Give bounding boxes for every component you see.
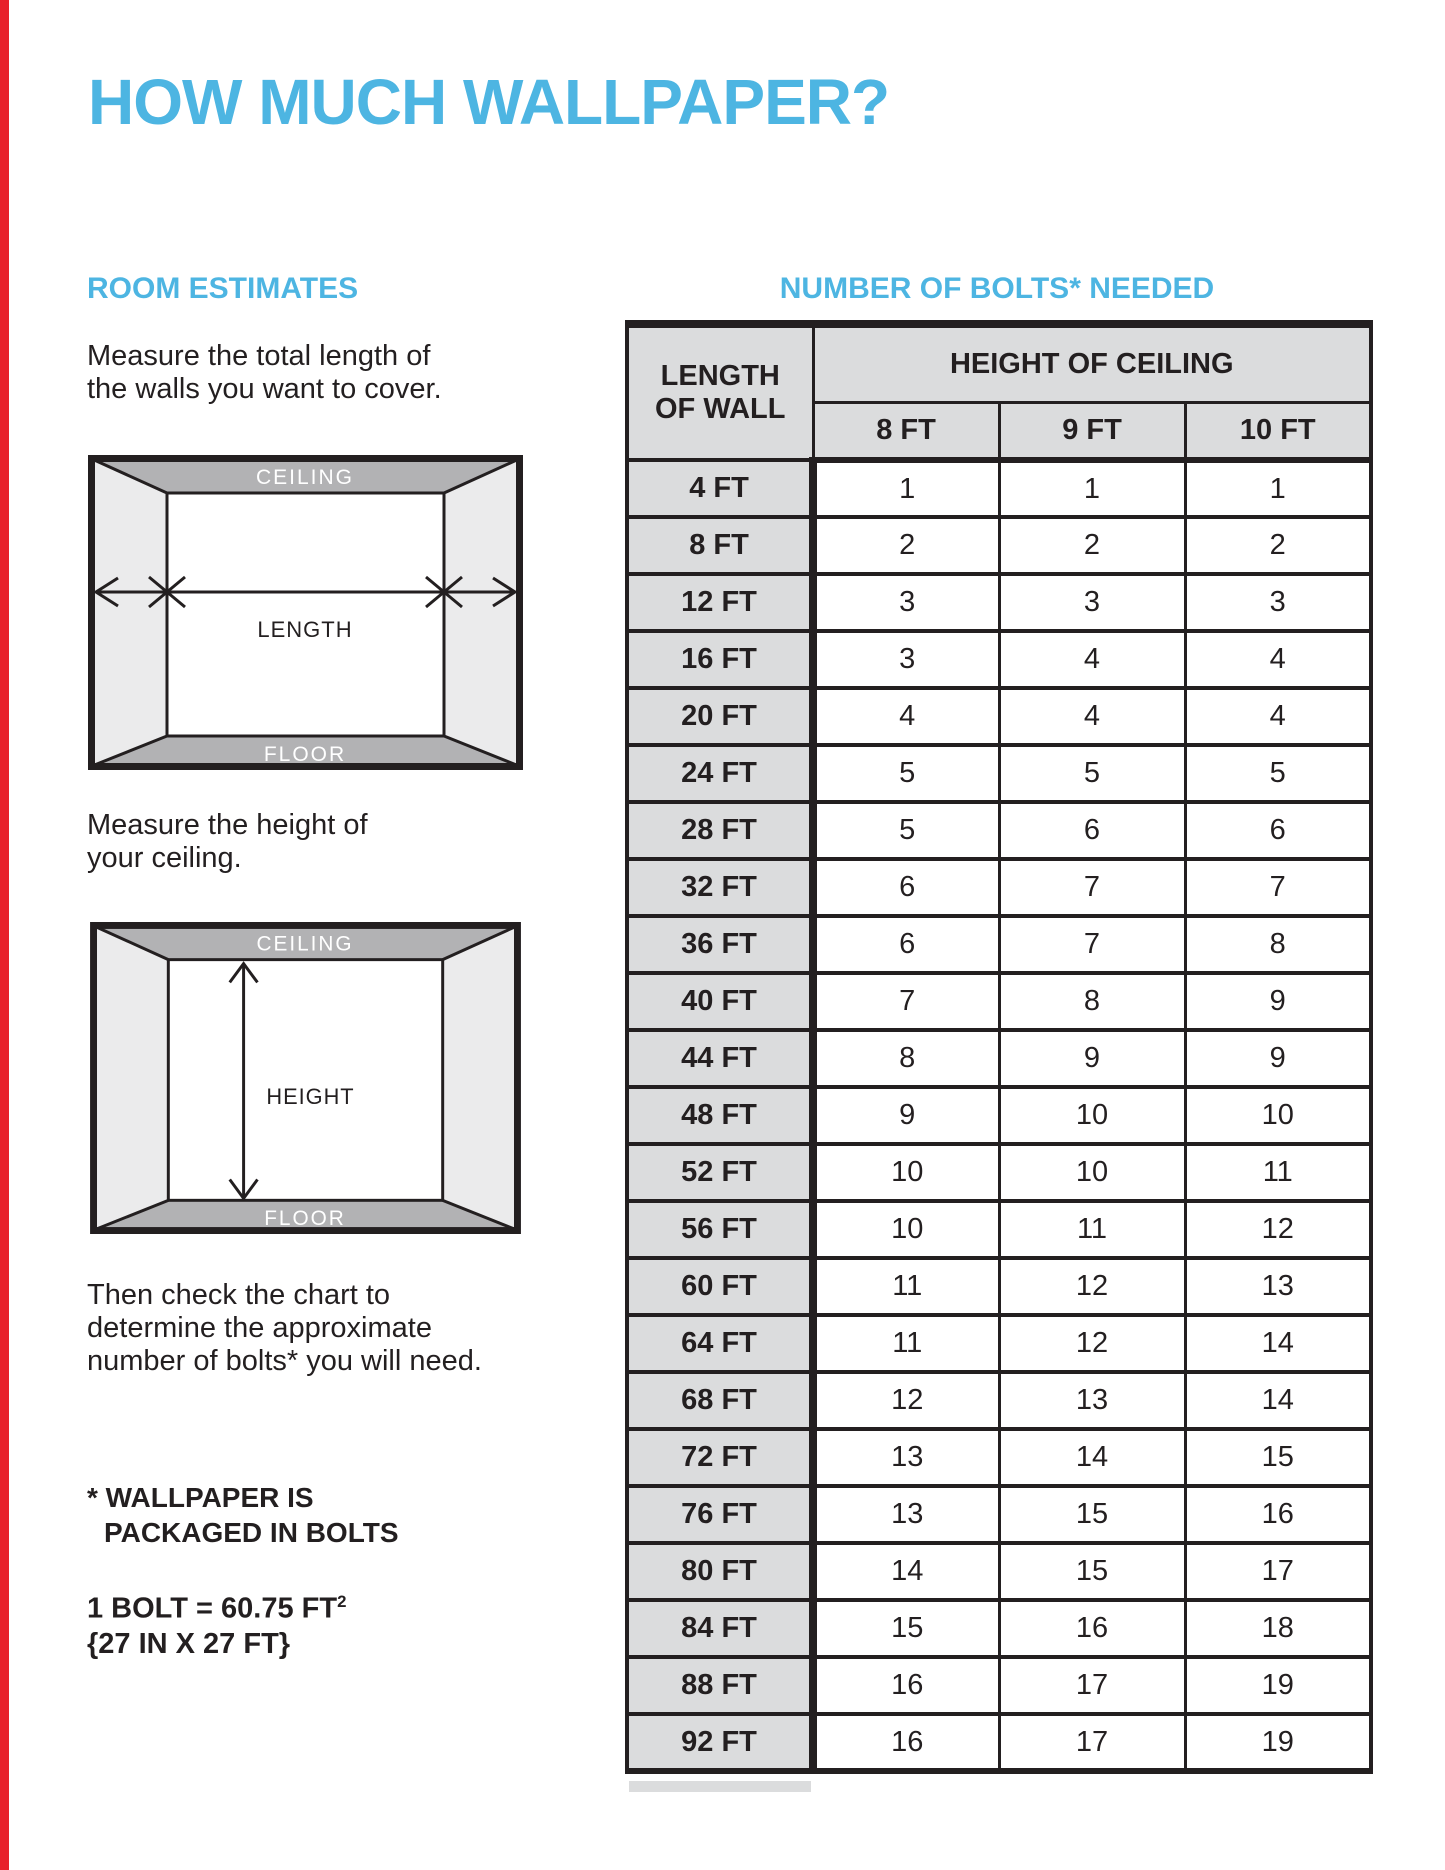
table-row xyxy=(627,1714,1371,1771)
bolt-definition xyxy=(87,1584,346,1662)
table-left-column-tab xyxy=(629,1781,811,1792)
ceiling-label: CEILING xyxy=(256,932,354,956)
value-cell: 15 xyxy=(999,1486,1185,1543)
row-label-cell: 76 FT xyxy=(627,1486,813,1543)
note-line: * WALLPAPER IS xyxy=(87,1482,314,1513)
left-wall xyxy=(92,459,167,766)
value-cell: 12 xyxy=(999,1258,1185,1315)
row-label-cell: 92 FT xyxy=(627,1714,813,1771)
bolts-table xyxy=(625,320,1373,1774)
value-cell: 10 xyxy=(1185,1087,1371,1144)
value-cell: 14 xyxy=(1185,1315,1371,1372)
room-height-diagram xyxy=(88,922,523,1234)
row-label-cell: 60 FT xyxy=(627,1258,813,1315)
row-label-cell: 64 FT xyxy=(627,1315,813,1372)
value-cell: 18 xyxy=(1185,1600,1371,1657)
value-cell: 2 xyxy=(813,517,999,574)
row-label-cell: 80 FT xyxy=(627,1543,813,1600)
value-cell: 7 xyxy=(999,916,1185,973)
paragraph-line: the walls you want to cover. xyxy=(87,373,442,405)
table-row xyxy=(627,460,1371,517)
value-cell: 4 xyxy=(999,688,1185,745)
value-cell: 12 xyxy=(999,1315,1185,1372)
column-header-9ft: 9 FT xyxy=(999,402,1185,460)
value-cell: 16 xyxy=(999,1600,1185,1657)
value-cell: 17 xyxy=(999,1714,1185,1771)
bolt-equation xyxy=(87,1584,346,1627)
value-cell: 5 xyxy=(813,745,999,802)
left-edge-red-stripe xyxy=(0,0,9,1870)
table-row xyxy=(627,1372,1371,1429)
value-cell: 13 xyxy=(999,1372,1185,1429)
table-row xyxy=(627,1201,1371,1258)
back-wall xyxy=(167,493,444,736)
table-row xyxy=(627,1543,1371,1600)
height-label: HEIGHT xyxy=(266,1084,355,1110)
paragraph-line: your ceiling. xyxy=(87,842,242,874)
paragraph-measure-height xyxy=(87,809,368,875)
value-cell: 3 xyxy=(1185,574,1371,631)
row-label-cell: 84 FT xyxy=(627,1600,813,1657)
row-label-cell: 72 FT xyxy=(627,1429,813,1486)
row-label-cell: 16 FT xyxy=(627,631,813,688)
value-cell: 17 xyxy=(999,1657,1185,1714)
page-title: HOW MUCH WALLPAPER? xyxy=(88,66,890,138)
value-cell: 4 xyxy=(813,688,999,745)
value-cell: 9 xyxy=(999,1030,1185,1087)
value-cell: 1 xyxy=(813,460,999,517)
row-label-cell: 28 FT xyxy=(627,802,813,859)
value-cell: 17 xyxy=(1185,1543,1371,1600)
value-cell: 13 xyxy=(813,1486,999,1543)
length-label: LENGTH xyxy=(257,617,353,642)
value-cell: 16 xyxy=(813,1714,999,1771)
floor-label: FLOOR xyxy=(263,743,347,766)
value-cell: 13 xyxy=(813,1429,999,1486)
table-row xyxy=(627,1144,1371,1201)
wallpaper-bolts-note xyxy=(87,1480,399,1550)
bolt-dimensions: {27 IN X 27 FT} xyxy=(87,1627,291,1660)
row-label-cell: 48 FT xyxy=(627,1087,813,1144)
value-cell: 15 xyxy=(999,1543,1185,1600)
column-header-10ft: 10 FT xyxy=(1185,402,1371,460)
table-row xyxy=(627,973,1371,1030)
bolt-equation-superscript: 2 xyxy=(337,1592,347,1611)
value-cell: 11 xyxy=(999,1201,1185,1258)
row-label-cell: 20 FT xyxy=(627,688,813,745)
row-label-cell: 8 FT xyxy=(627,517,813,574)
right-wall xyxy=(444,459,519,766)
table-row xyxy=(627,517,1371,574)
value-cell: 2 xyxy=(1185,517,1371,574)
left-wall xyxy=(94,926,168,1230)
value-cell: 5 xyxy=(813,802,999,859)
table-row xyxy=(627,1315,1371,1372)
value-cell: 19 xyxy=(1185,1714,1371,1771)
row-label-cell: 36 FT xyxy=(627,916,813,973)
bolt-equation-text: 1 BOLT = 60.75 FT xyxy=(87,1592,338,1625)
row-label-cell: 56 FT xyxy=(627,1201,813,1258)
row-label-cell: 4 FT xyxy=(627,460,813,517)
paragraph-line: number of bolts* you will need. xyxy=(87,1345,482,1377)
value-cell: 14 xyxy=(813,1543,999,1600)
value-cell: 3 xyxy=(999,574,1185,631)
value-cell: 11 xyxy=(813,1315,999,1372)
value-cell: 1 xyxy=(999,460,1185,517)
value-cell: 13 xyxy=(1185,1258,1371,1315)
row-label-cell: 44 FT xyxy=(627,1030,813,1087)
value-cell: 3 xyxy=(813,574,999,631)
value-cell: 7 xyxy=(1185,859,1371,916)
value-cell: 10 xyxy=(813,1201,999,1258)
value-cell: 16 xyxy=(1185,1486,1371,1543)
value-cell: 4 xyxy=(1185,631,1371,688)
value-cell: 4 xyxy=(1185,688,1371,745)
room-length-diagram-svg xyxy=(88,455,523,770)
value-cell: 15 xyxy=(1185,1429,1371,1486)
row-label-cell: 88 FT xyxy=(627,1657,813,1714)
note-line: PACKAGED IN BOLTS xyxy=(104,1517,399,1548)
row-label-cell: 68 FT xyxy=(627,1372,813,1429)
value-cell: 14 xyxy=(999,1429,1185,1486)
value-cell: 9 xyxy=(813,1087,999,1144)
row-label-cell: 24 FT xyxy=(627,745,813,802)
paragraph-line: determine the approximate xyxy=(87,1312,432,1344)
value-cell: 6 xyxy=(999,802,1185,859)
value-cell: 3 xyxy=(813,631,999,688)
value-cell: 10 xyxy=(999,1144,1185,1201)
value-cell: 16 xyxy=(813,1657,999,1714)
value-cell: 11 xyxy=(1185,1144,1371,1201)
row-label-cell: 12 FT xyxy=(627,574,813,631)
value-cell: 6 xyxy=(813,916,999,973)
value-cell: 15 xyxy=(813,1600,999,1657)
length-of-wall-header xyxy=(627,324,813,460)
table-row xyxy=(627,1657,1371,1714)
right-wall xyxy=(443,926,517,1230)
table-row xyxy=(627,1258,1371,1315)
table-heading: NUMBER OF BOLTS* NEEDED xyxy=(779,272,1215,305)
value-cell: 12 xyxy=(1185,1201,1371,1258)
height-of-ceiling-header: HEIGHT OF CEILING xyxy=(813,324,1371,402)
table-header-row xyxy=(627,324,1371,402)
value-cell: 1 xyxy=(1185,460,1371,517)
value-cell: 5 xyxy=(999,745,1185,802)
column-header-8ft: 8 FT xyxy=(813,402,999,460)
value-cell: 12 xyxy=(813,1372,999,1429)
table-row xyxy=(627,1429,1371,1486)
paragraph-measure-length xyxy=(87,340,442,406)
value-cell: 9 xyxy=(1185,1030,1371,1087)
table-row xyxy=(627,1486,1371,1543)
value-cell: 6 xyxy=(1185,802,1371,859)
table-row xyxy=(627,1087,1371,1144)
value-cell: 5 xyxy=(1185,745,1371,802)
section-heading-room-estimates: ROOM ESTIMATES xyxy=(87,272,359,305)
table-row xyxy=(627,859,1371,916)
table-row xyxy=(627,688,1371,745)
value-cell: 2 xyxy=(999,517,1185,574)
header-line: LENGTH xyxy=(660,360,780,392)
value-cell: 7 xyxy=(999,859,1185,916)
value-cell: 9 xyxy=(1185,973,1371,1030)
paragraph-line: Measure the total length of xyxy=(87,340,431,372)
table-row xyxy=(627,574,1371,631)
bolts-table-wrap xyxy=(625,320,1373,1774)
header-line: OF WALL xyxy=(655,393,786,425)
table-row xyxy=(627,802,1371,859)
bolt-table-body xyxy=(627,460,1371,1771)
table-row xyxy=(627,745,1371,802)
back-wall xyxy=(168,960,442,1201)
table-row xyxy=(627,1600,1371,1657)
room-height-diagram-svg xyxy=(88,922,523,1234)
room-length-diagram xyxy=(88,455,523,770)
table-row xyxy=(627,631,1371,688)
paragraph-line: Then check the chart to xyxy=(87,1279,391,1311)
value-cell: 8 xyxy=(999,973,1185,1030)
value-cell: 11 xyxy=(813,1258,999,1315)
row-label-cell: 32 FT xyxy=(627,859,813,916)
value-cell: 14 xyxy=(1185,1372,1371,1429)
value-cell: 10 xyxy=(813,1144,999,1201)
value-cell: 8 xyxy=(813,1030,999,1087)
floor-label: FLOOR xyxy=(264,1207,346,1231)
paragraph-line: Measure the height of xyxy=(87,809,368,841)
value-cell: 10 xyxy=(999,1087,1185,1144)
value-cell: 8 xyxy=(1185,916,1371,973)
row-label-cell: 52 FT xyxy=(627,1144,813,1201)
table-row xyxy=(627,916,1371,973)
value-cell: 7 xyxy=(813,973,999,1030)
row-label-cell: 40 FT xyxy=(627,973,813,1030)
ceiling-label: CEILING xyxy=(255,466,355,489)
table-row xyxy=(627,1030,1371,1087)
value-cell: 19 xyxy=(1185,1657,1371,1714)
value-cell: 6 xyxy=(813,859,999,916)
paragraph-check-chart xyxy=(87,1279,482,1378)
value-cell: 4 xyxy=(999,631,1185,688)
